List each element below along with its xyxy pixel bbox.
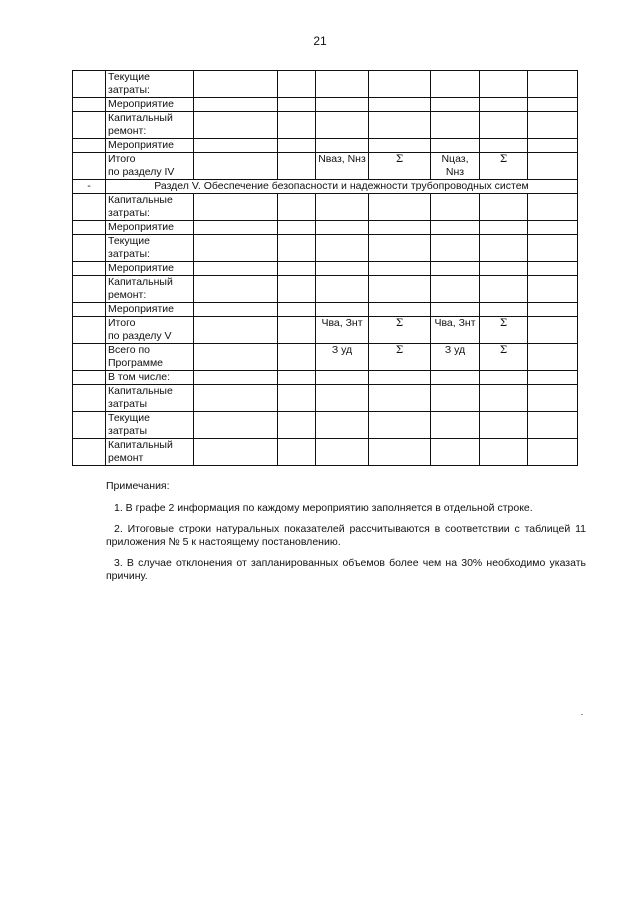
cell-label: [106, 385, 194, 412]
table-row: [73, 139, 578, 153]
cell-c8: [480, 221, 528, 235]
label-line: Текущие: [108, 235, 150, 247]
cell-label: [106, 112, 194, 139]
cell-empty: [278, 221, 316, 235]
cell-empty: [278, 153, 316, 180]
table-row: [73, 194, 578, 221]
cell-c6: Σ: [369, 317, 431, 344]
cell-c6: [369, 303, 431, 317]
cell-label: [106, 439, 194, 466]
cell-label: [106, 153, 194, 180]
cell-c7: [431, 412, 480, 439]
label-line: Мероприятие: [108, 139, 174, 151]
cell-c7: [431, 439, 480, 466]
table-row: [73, 221, 578, 235]
notes-block: [106, 480, 586, 591]
cell-c8: [480, 276, 528, 303]
cell-empty: [528, 153, 578, 180]
label-line: Капитальный: [108, 276, 173, 288]
cell-c8: Σ: [480, 344, 528, 371]
cell-number: [73, 139, 106, 153]
table-row: [73, 317, 578, 344]
cell-c5: [316, 235, 369, 262]
cell-c8: [480, 139, 528, 153]
cell-empty: [528, 344, 578, 371]
cell-empty: [194, 235, 278, 262]
label-line: затраты: [108, 425, 148, 437]
cell-label: [106, 371, 194, 385]
cell-number: [73, 371, 106, 385]
label-line: затраты:: [108, 84, 150, 96]
cell-number: [73, 303, 106, 317]
table-row: [73, 303, 578, 317]
cell-c6: Σ: [369, 344, 431, 371]
table-row: [73, 112, 578, 139]
cell-c8: [480, 262, 528, 276]
cell-number: [73, 412, 106, 439]
cell-c7: [431, 98, 480, 112]
label-line: Мероприятие: [108, 98, 174, 110]
cell-empty: [528, 235, 578, 262]
cell-label: [106, 262, 194, 276]
cell-number: [73, 439, 106, 466]
cell-c5: [316, 385, 369, 412]
cell-c8: Σ: [480, 153, 528, 180]
cell-c5: [316, 139, 369, 153]
cell-empty: [194, 317, 278, 344]
label-line: затраты:: [108, 207, 150, 219]
cell-empty: [528, 303, 578, 317]
cell-c6: [369, 221, 431, 235]
cell-label: [106, 71, 194, 98]
cell-c7: З уд: [431, 344, 480, 371]
cell-c5: [316, 439, 369, 466]
cell-empty: [278, 303, 316, 317]
label-line: Капитальные: [108, 194, 173, 206]
table-row: [73, 412, 578, 439]
cell-empty: [278, 371, 316, 385]
cell-c7: Nцаз, Nнз: [431, 153, 480, 180]
cell-empty: [278, 235, 316, 262]
table-row: [73, 98, 578, 112]
cell-empty: [528, 412, 578, 439]
cell-number: [73, 194, 106, 221]
cell-label: [106, 412, 194, 439]
cell-c7: [431, 385, 480, 412]
cell-c5: [316, 371, 369, 385]
label-line: затраты:: [108, 248, 150, 260]
cell-empty: [194, 194, 278, 221]
cell-c5: [316, 262, 369, 276]
note-1: 1. В графе 2 информация по каждому мероприятию заполняется в отдельной строке.: [114, 502, 533, 514]
cell-empty: [528, 276, 578, 303]
cell-c6: Σ: [369, 153, 431, 180]
cell-c5: Чва, Знт: [316, 317, 369, 344]
cell-empty: [278, 262, 316, 276]
label-line: Итого: [108, 153, 136, 165]
label-line: Итого: [108, 317, 136, 329]
cell-label: [106, 276, 194, 303]
cell-c8: [480, 303, 528, 317]
table-row: [73, 344, 578, 371]
label-line: Капитальный: [108, 112, 173, 124]
cell-empty: [194, 221, 278, 235]
cell-c8: [480, 194, 528, 221]
label-line: Текущие: [108, 71, 150, 83]
cell-label: [106, 303, 194, 317]
cell-label: [106, 139, 194, 153]
cell-number: [73, 385, 106, 412]
label-line: Всего по: [108, 344, 150, 356]
cell-c6: [369, 412, 431, 439]
label-line: Капитальный: [108, 439, 173, 451]
table-row: [73, 71, 578, 98]
cell-label: [106, 194, 194, 221]
cell-empty: [528, 439, 578, 466]
cell-c7: [431, 303, 480, 317]
cell-label: [106, 317, 194, 344]
section-title: Раздел V. Обеспечение безопасности и надежности трубопроводных систем: [106, 180, 578, 194]
cell-c5: [316, 276, 369, 303]
cell-c7: [431, 194, 480, 221]
label-line: затраты: [108, 398, 148, 410]
cell-c7: [431, 371, 480, 385]
cell-label: [106, 344, 194, 371]
cell-c8: [480, 235, 528, 262]
label-line: Мероприятие: [108, 262, 174, 274]
cell-c6: [369, 262, 431, 276]
cell-c8: [480, 71, 528, 98]
cell-c6: [369, 385, 431, 412]
cell-c6: [369, 139, 431, 153]
cell-empty: [278, 385, 316, 412]
cell-c6: [369, 276, 431, 303]
label-line: по разделу IV: [108, 166, 175, 178]
cell-c7: [431, 112, 480, 139]
cell-number: [73, 317, 106, 344]
cell-empty: [528, 317, 578, 344]
cell-number: [73, 235, 106, 262]
cell-number: [73, 344, 106, 371]
label-line: Капитальные: [108, 385, 173, 397]
cell-c8: [480, 385, 528, 412]
label-line: ремонт:: [108, 289, 147, 301]
cell-empty: [194, 98, 278, 112]
cell-c8: [480, 98, 528, 112]
cell-empty: [278, 276, 316, 303]
table-row: [73, 235, 578, 262]
cell-empty: [194, 385, 278, 412]
cell-c5: [316, 303, 369, 317]
cell-empty: [528, 262, 578, 276]
label-line: ремонт: [108, 452, 144, 464]
label-line: Мероприятие: [108, 221, 174, 233]
cell-empty: [278, 139, 316, 153]
cell-number: [73, 276, 106, 303]
cell-empty: [194, 412, 278, 439]
cell-c6: [369, 71, 431, 98]
cell-c8: Σ: [480, 317, 528, 344]
cell-label: [106, 235, 194, 262]
note-3: 3. В случае отклонения от запланированных объемов более чем на 30% необходимо указать причину.: [106, 557, 586, 582]
cell-c7: [431, 235, 480, 262]
cell-empty: [278, 344, 316, 371]
cell-empty: [278, 439, 316, 466]
section-header-row: [73, 180, 578, 194]
cell-empty: [278, 194, 316, 221]
table-row: [73, 371, 578, 385]
cell-empty: [194, 439, 278, 466]
cell-empty: [528, 194, 578, 221]
cell-label: [106, 98, 194, 112]
cell-number: [73, 262, 106, 276]
note-2: 2. Итоговые строки натуральных показателей рассчитываются в соответствии с таблицей 11 приложения № 5 к настоящему постановлению.: [106, 523, 586, 548]
label-line: Текущие: [108, 412, 150, 424]
cell-c6: [369, 371, 431, 385]
cell-c5: [316, 98, 369, 112]
cell-empty: [528, 385, 578, 412]
table-row: [73, 262, 578, 276]
cell-c5: [316, 112, 369, 139]
table-row: [73, 439, 578, 466]
cell-empty: [528, 139, 578, 153]
cell-empty: [194, 276, 278, 303]
cell-empty: [528, 98, 578, 112]
label-line: Мероприятие: [108, 303, 174, 315]
notes-title: Примечания:: [106, 480, 170, 492]
cell-c8: [480, 412, 528, 439]
cell-empty: [194, 71, 278, 98]
cell-c6: [369, 98, 431, 112]
cell-c5: [316, 221, 369, 235]
cell-c6: [369, 235, 431, 262]
cell-label: [106, 221, 194, 235]
cell-number: [73, 153, 106, 180]
label-line: по разделу V: [108, 330, 172, 342]
cell-c6: [369, 439, 431, 466]
label-line: ремонт:: [108, 125, 147, 137]
table-row: [73, 276, 578, 303]
cell-c8: [480, 371, 528, 385]
page-number: 21: [313, 34, 327, 48]
cell-c5: З уд: [316, 344, 369, 371]
cell-empty: [194, 153, 278, 180]
cell-c6: [369, 194, 431, 221]
cell-empty: [528, 221, 578, 235]
scan-speck: [581, 714, 583, 715]
cell-empty: [528, 112, 578, 139]
cell-empty: [278, 412, 316, 439]
label-line: В том числе:: [108, 371, 171, 383]
table-row: [73, 385, 578, 412]
cell-c7: [431, 262, 480, 276]
label-line: Программе: [108, 357, 164, 369]
cell-c7: [431, 221, 480, 235]
cell-empty: [194, 344, 278, 371]
cell-c8: [480, 439, 528, 466]
cell-c5: Nваз, Nнз: [316, 153, 369, 180]
cell-c5: [316, 71, 369, 98]
cell-c7: Чва, Знт: [431, 317, 480, 344]
cell-empty: [194, 371, 278, 385]
cell-empty: [194, 139, 278, 153]
program-table: [72, 70, 578, 466]
cell-c5: [316, 412, 369, 439]
cell-number: [73, 71, 106, 98]
cell-number: [73, 221, 106, 235]
section-marker: -: [73, 180, 106, 194]
table-row: [73, 153, 578, 180]
cell-c7: [431, 139, 480, 153]
cell-empty: [194, 112, 278, 139]
cell-c5: [316, 194, 369, 221]
cell-empty: [528, 71, 578, 98]
cell-c7: [431, 276, 480, 303]
cell-empty: [278, 71, 316, 98]
cell-number: [73, 98, 106, 112]
cell-empty: [194, 262, 278, 276]
cell-empty: [528, 371, 578, 385]
cell-empty: [278, 98, 316, 112]
cell-c8: [480, 112, 528, 139]
cell-c6: [369, 112, 431, 139]
cell-empty: [278, 317, 316, 344]
cell-empty: [194, 303, 278, 317]
cell-c7: [431, 71, 480, 98]
cell-empty: [278, 112, 316, 139]
cell-number: [73, 112, 106, 139]
